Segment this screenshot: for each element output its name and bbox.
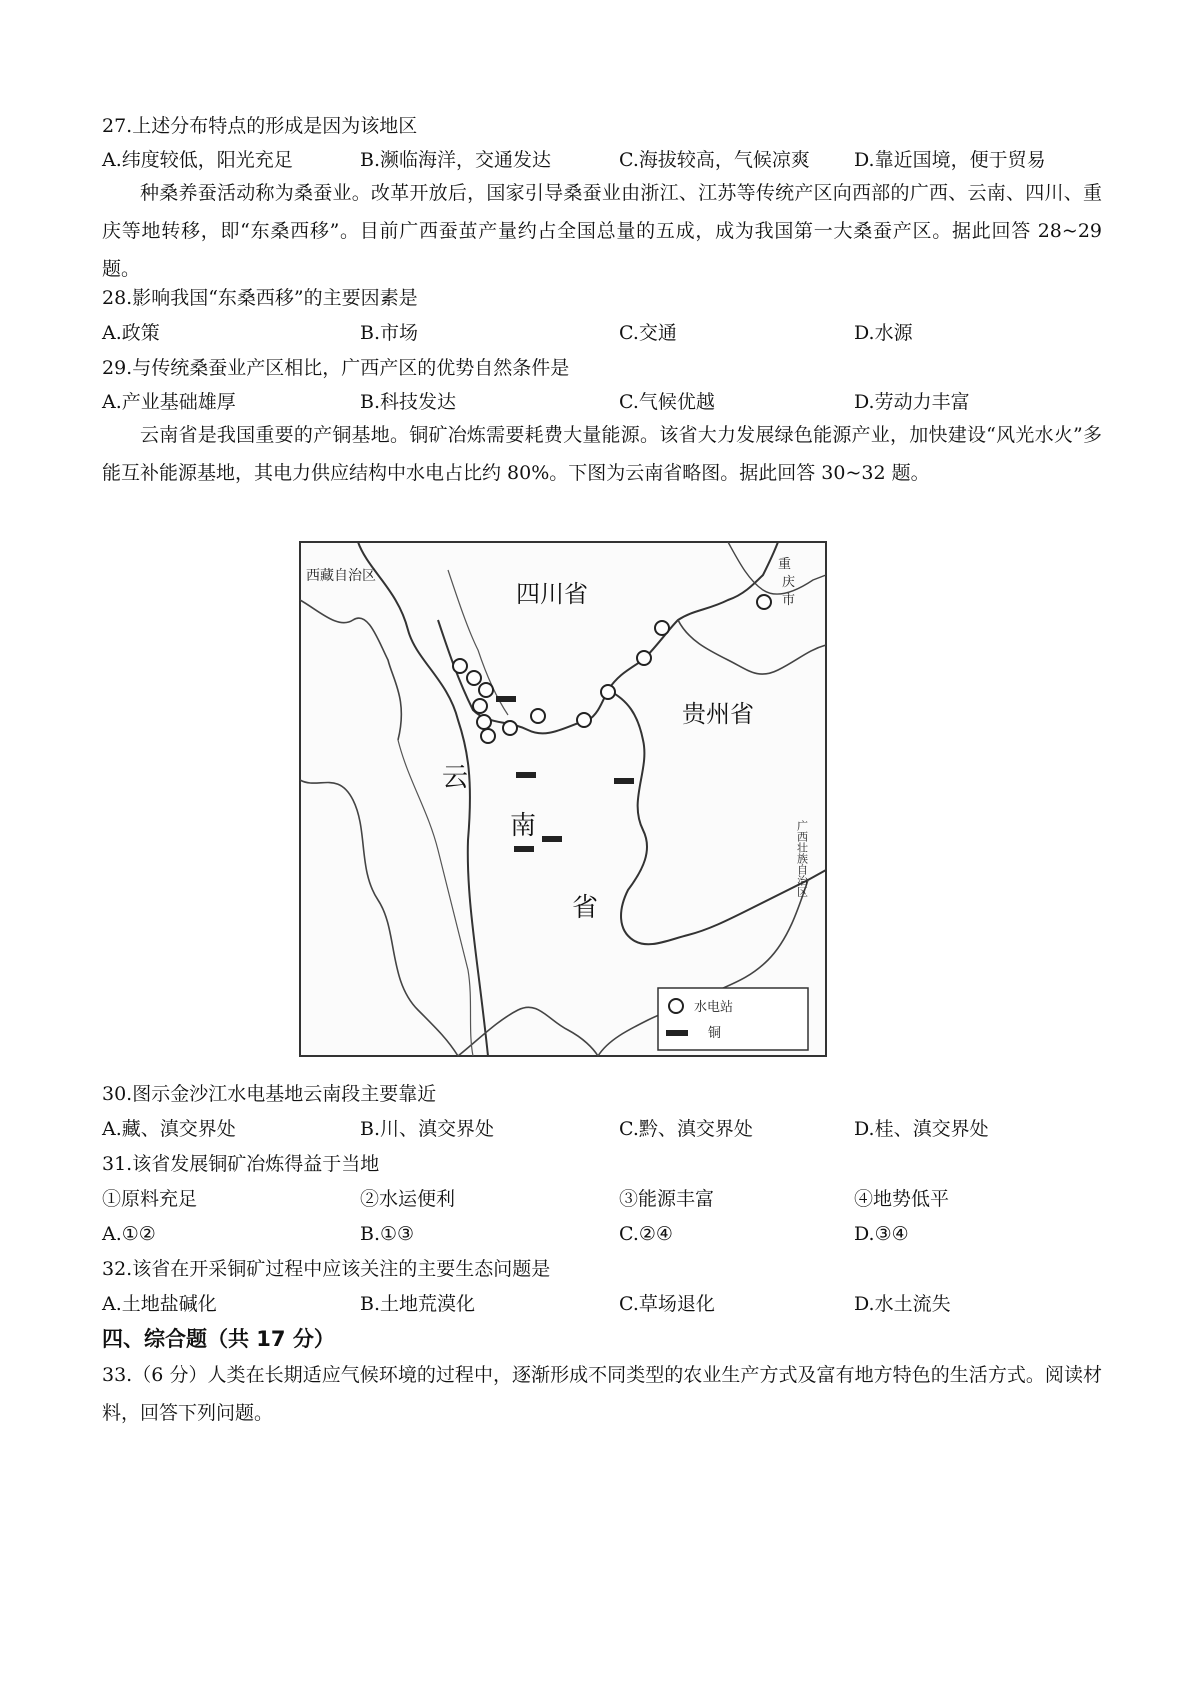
legend-mine-icon bbox=[666, 1030, 688, 1036]
q29-option-b: B.科技发达 bbox=[360, 391, 457, 413]
hydropower-station-icon bbox=[479, 683, 493, 697]
q27-stem: 27.上述分布特点的形成是因为该地区 bbox=[102, 115, 418, 137]
q28-option-b: B.市场 bbox=[360, 322, 419, 344]
copper-mine-icon bbox=[516, 772, 536, 778]
q32-option-b: B.土地荒漠化 bbox=[360, 1293, 476, 1315]
q30-option-b: B.川、滇交界处 bbox=[360, 1118, 495, 1140]
label-chongqing-2: 庆 bbox=[782, 575, 796, 590]
q31-item-3: ③能源丰富 bbox=[619, 1188, 715, 1210]
q31-options bbox=[102, 1222, 1102, 1246]
hydropower-station-icon bbox=[481, 729, 495, 743]
hydropower-station-icon bbox=[467, 671, 481, 685]
hydropower-station-icon bbox=[655, 621, 669, 635]
q32-option-a: A.土地盐碱化 bbox=[102, 1293, 217, 1315]
label-sichuan: 四川省 bbox=[516, 580, 588, 608]
q27-option-b: B.濒临海洋，交通发达 bbox=[360, 149, 552, 171]
q29-option-a: A.产业基础雄厚 bbox=[102, 391, 236, 413]
q27-option-d: D.靠近国境，便于贸易 bbox=[854, 149, 1046, 171]
q33-stem: 33.（6 分）人类在长期适应气候环境的过程中，逐渐形成不同类型的农业生产方式及富有地方特色的生活方式。阅读材料，回答下列问题。 bbox=[102, 1364, 1102, 1424]
passage-yunnan-copper: 云南省是我国重要的产铜基地。铜矿冶炼需要耗费大量能源。该省大力发展绿色能源产业，加快建设“风光水火”多能互补能源基地，其电力供应结构中水电占比约 80%。下图为云南省略图。据此回答 30~32 题。 bbox=[102, 424, 1102, 484]
label-sheng: 省 bbox=[572, 893, 599, 923]
q29-option-c: C.气候优越 bbox=[619, 391, 715, 413]
copper-mine-icon bbox=[496, 696, 516, 702]
hydropower-station-icon bbox=[531, 709, 545, 723]
q31-item-4: ④地势低平 bbox=[854, 1188, 950, 1210]
q31-items bbox=[102, 1187, 1102, 1211]
q32-option-d: D.水土流失 bbox=[854, 1293, 951, 1315]
q31-option-a: A.①② bbox=[102, 1223, 156, 1245]
map-frame bbox=[300, 542, 826, 1056]
q28-option-d: D.水源 bbox=[854, 322, 913, 344]
q30-options bbox=[102, 1117, 1102, 1141]
yunnan-sketch-map bbox=[298, 540, 828, 1058]
q28-option-c: C.交通 bbox=[619, 322, 677, 344]
copper-mine-icon bbox=[614, 778, 634, 784]
label-yun: 云 bbox=[442, 763, 469, 793]
legend-mine-label: 铜 bbox=[708, 1026, 722, 1041]
copper-mine-icon bbox=[514, 846, 534, 852]
hydropower-station-icon bbox=[453, 659, 467, 673]
q31-option-d: D.③④ bbox=[854, 1223, 909, 1245]
legend-station-label: 水电站 bbox=[694, 1000, 734, 1015]
hydropower-station-icon bbox=[637, 651, 651, 665]
label-nan: 南 bbox=[510, 811, 537, 841]
label-guangxi: 广西壮族自治区 bbox=[795, 820, 809, 897]
q31-item-1: ①原料充足 bbox=[102, 1188, 198, 1210]
q27-option-a: A.纬度较低，阳光充足 bbox=[102, 149, 293, 171]
hydropower-station-icon bbox=[473, 699, 487, 713]
hydropower-station-icon bbox=[477, 715, 491, 729]
hydropower-station-icon bbox=[757, 595, 771, 609]
hydropower-station-icon bbox=[601, 685, 615, 699]
q32-options bbox=[102, 1292, 1102, 1316]
q27-option-c: C.海拔较高，气候凉爽 bbox=[619, 149, 810, 171]
q30-option-d: D.桂、滇交界处 bbox=[854, 1118, 989, 1140]
hydropower-station-icon bbox=[503, 721, 517, 735]
label-chongqing-3: 市 bbox=[782, 593, 796, 608]
label-xizang: 西藏自治区 bbox=[306, 568, 376, 584]
passage-sericulture: 种桑养蚕活动称为桑蚕业。改革开放后，国家引导桑蚕业由浙江、江苏等传统产区向西部的广西、云南、四川、重庆等地转移，即“东桑西移”。目前广西蚕茧产量约占全国总量的五成，成为我国第一大桑蚕产区。据此回答 28~29 题。 bbox=[102, 182, 1102, 280]
legend-station-icon bbox=[669, 999, 683, 1013]
q28-option-a: A.政策 bbox=[102, 322, 160, 344]
q32-stem: 32.该省在开采铜矿过程中应该关注的主要生态问题是 bbox=[102, 1258, 551, 1280]
q31-stem: 31.该省发展铜矿冶炼得益于当地 bbox=[102, 1153, 380, 1175]
q27-options bbox=[102, 148, 1102, 172]
copper-mine-icon bbox=[542, 836, 562, 842]
q29-option-d: D.劳动力丰富 bbox=[854, 391, 970, 413]
q30-option-a: A.藏、滇交界处 bbox=[102, 1118, 236, 1140]
label-chongqing-1: 重 bbox=[778, 557, 792, 572]
section-heading: 四、综合题（共 17 分） bbox=[102, 1327, 335, 1351]
q28-stem: 28.影响我国“东桑西移”的主要因素是 bbox=[102, 287, 418, 309]
q31-option-c: C.②④ bbox=[619, 1223, 673, 1245]
q29-options bbox=[102, 390, 1102, 414]
label-guizhou: 贵州省 bbox=[682, 700, 754, 728]
q31-item-2: ②水运便利 bbox=[360, 1188, 456, 1210]
q31-option-b: B.①③ bbox=[360, 1223, 415, 1245]
hydropower-station-icon bbox=[577, 713, 591, 727]
map-legend bbox=[658, 988, 808, 1050]
q28-options bbox=[102, 321, 1102, 345]
q30-stem: 30.图示金沙江水电基地云南段主要靠近 bbox=[102, 1083, 437, 1105]
q29-stem: 29.与传统桑蚕业产区相比，广西产区的优势自然条件是 bbox=[102, 357, 570, 379]
q30-option-c: C.黔、滇交界处 bbox=[619, 1118, 753, 1140]
q32-option-c: C.草场退化 bbox=[619, 1293, 715, 1315]
